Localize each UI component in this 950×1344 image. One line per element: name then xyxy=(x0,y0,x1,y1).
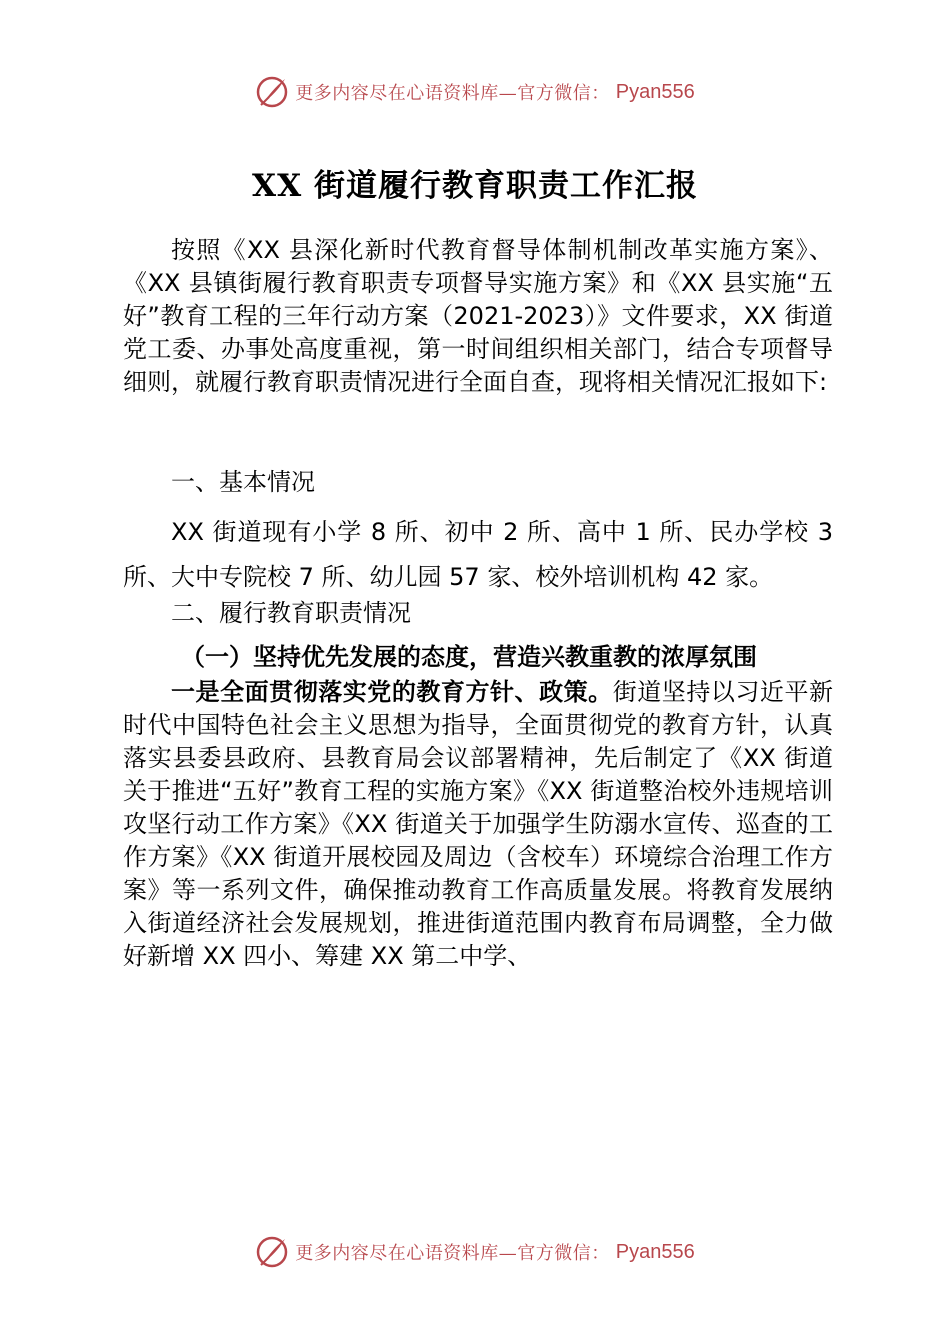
subsection1-heading: （一）坚持优先发展的态度，营造兴教重教的浓厚氛围 xyxy=(181,643,757,671)
watermark-text: 更多内容尽在心语资料库—官方微信： xyxy=(295,83,610,104)
section1-heading: 一、基本情况 xyxy=(171,468,315,496)
footer-watermark xyxy=(0,1232,950,1272)
watermark-wechat-id: Pyan556 xyxy=(615,80,695,103)
feather-pen-logo-icon xyxy=(255,1235,289,1269)
intro-paragraph: 按照《XX 县深化新时代教育督导体制机制改革实施方案》、《XX 县镇街履行教育职责专项督导实施方案》和《XX 县实施“五好”教育工程的三年行动方案（2021-2023）》文件要求，XX 街道党工委、办事处高度重视，第一时间组织相关部门，结合专项督导细则，就履行教育职责情况进行全面自查，现将相关情况汇报如下: xyxy=(123,236,833,396)
watermark-text: 更多内容尽在心语资料库—官方微信： xyxy=(295,1243,610,1264)
section1-paragraph: XX 街道现有小学 8 所、初中 2 所、高中 1 所、民办学校 3 所、大中专院校 7 所、幼儿园 57 家、校外培训机构 42 家。 xyxy=(123,518,833,591)
feather-pen-logo-icon xyxy=(255,75,289,109)
point1-lead: 一是全面贯彻落实党的教育方针、政策。 xyxy=(171,678,613,706)
header-watermark xyxy=(0,72,950,112)
point1-text: 街道坚持以习近平新时代中国特色社会主义思想为指导，全面贯彻党的教育方针，认真落实县委县政府、县教育局会议部署精神，先后制定了《XX 街道关于推进“五好”教育工程的实施方案》《XX 街道整治校外违规培训攻坚行动工作方案》《XX 街道关于加强学生防溺水宣传、巡查的工作方案》《XX 街道开展校园及周边（含校车）环境综合治理工作方案》等一系列文件，确保推动教育工作高质量发展。将教育发展纳入街道经济社会发展规划，推进街道范围内教育布局调整，全力做好新增 XX 四小、筹建 XX 第二中学、 xyxy=(123,678,834,970)
point1-paragraph xyxy=(123,676,833,973)
document-title: XX 街道履行教育职责工作汇报 xyxy=(252,168,698,204)
watermark-wechat-id: Pyan556 xyxy=(615,1240,695,1263)
section2-heading: 二、履行教育职责情况 xyxy=(171,599,411,627)
